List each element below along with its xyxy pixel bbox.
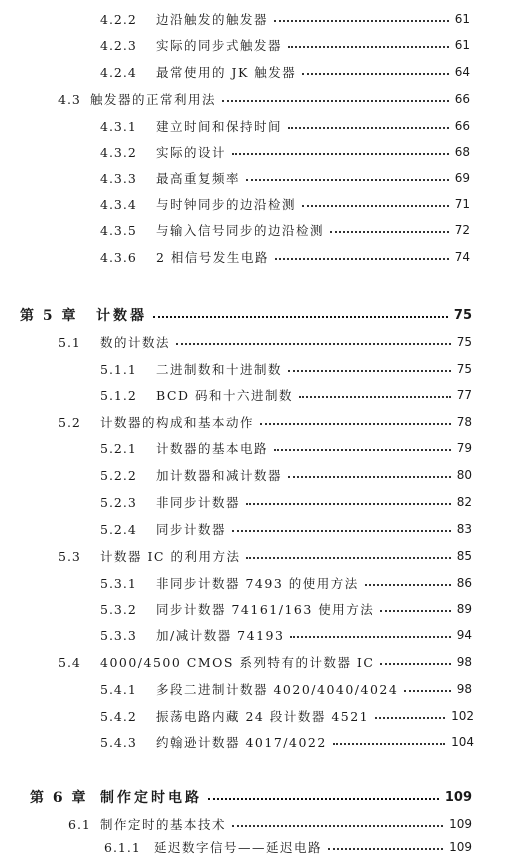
page-number: 98	[456, 655, 472, 669]
page-number: 66	[454, 92, 470, 106]
page-number: 78	[456, 415, 472, 429]
dot-leader	[274, 12, 449, 26]
toc-entry-5-3-1	[100, 572, 472, 594]
toc-entry-5-2-1	[100, 437, 472, 459]
page-number: 69	[454, 171, 470, 185]
dot-leader	[330, 223, 449, 237]
chapter-number: 第 6 章	[30, 790, 88, 806]
dot-leader	[365, 576, 451, 590]
entry-title: 实际的设计	[156, 145, 227, 160]
toc-entry-4-3-4	[100, 193, 470, 215]
dot-leader	[153, 308, 448, 322]
toc-entry-5-3	[58, 545, 472, 567]
entry-number: 4.3.1	[100, 118, 137, 134]
entry-title: 触发器的正常利用法	[90, 92, 217, 107]
page-number: 66	[454, 119, 470, 133]
toc-entry-5-1	[58, 331, 472, 353]
chapter-title: 计数器	[96, 308, 147, 324]
entry-number: 5.1.1	[100, 361, 137, 377]
toc-entry-5-4-2	[100, 705, 474, 727]
toc-entry-4-3-1	[100, 115, 470, 137]
entry-number: 5.2.2	[100, 467, 137, 483]
dot-leader	[302, 197, 449, 211]
entry-title: 建立时间和保持时间	[156, 119, 283, 134]
entry-number: 5.2	[58, 414, 81, 430]
dot-leader	[333, 735, 445, 749]
chapter-title: 制作定时电路	[100, 790, 202, 806]
entry-title: 二进制数和十进制数	[156, 362, 283, 377]
dot-leader	[246, 495, 451, 509]
dot-leader	[404, 682, 450, 696]
entry-title: 延迟数字信号——延迟电路	[154, 840, 323, 855]
entry-title: 数的计数法	[100, 335, 171, 350]
entry-title: 同步计数器 74161/163 使用方法	[156, 602, 375, 617]
page-number: 85	[456, 549, 472, 563]
entry-title: 最高重复频率	[156, 171, 241, 186]
toc-entry-5-2-4	[100, 518, 472, 540]
dot-leader	[288, 119, 449, 133]
entry-title: 振荡电路内藏 24 段计数器 4521	[156, 709, 370, 724]
entry-number: 5.3	[58, 548, 81, 564]
entry-number: 5.3.3	[100, 627, 137, 643]
entry-number: 5.2.3	[100, 494, 137, 510]
entry-number: 6.1	[68, 816, 91, 832]
entry-number: 4.3	[58, 91, 81, 107]
entry-number: 5.3.1	[100, 575, 137, 591]
page-number: 109	[449, 817, 472, 831]
toc-entry-4-3-3	[100, 167, 470, 189]
page-number: 77	[456, 388, 472, 402]
page-number: 68	[454, 145, 470, 159]
entry-title: 实际的同步式触发器	[156, 38, 283, 53]
toc-entry-6-1	[68, 813, 472, 835]
entry-title: 4000/4500 CMOS 系列特有的计数器 IC	[100, 655, 375, 670]
entry-title: 非同步计数器 7493 的使用方法	[156, 576, 359, 591]
entry-number: 4.2.4	[100, 64, 137, 80]
toc-entry-4-2-4	[100, 61, 470, 83]
dot-leader	[328, 840, 443, 854]
page-number: 75	[456, 362, 472, 376]
dot-leader	[288, 362, 451, 376]
entry-title: BCD 码和十六进制数	[156, 388, 293, 403]
toc-entry-4-3-6	[100, 246, 470, 268]
entry-title: 2 相信号发生电路	[156, 250, 269, 265]
dot-leader	[222, 92, 449, 106]
entry-number: 4.3.3	[100, 170, 137, 186]
toc-chapter-6	[30, 784, 472, 810]
toc-chapter-5	[20, 302, 472, 328]
page-number: 86	[456, 576, 472, 590]
entry-number: 4.3.4	[100, 196, 137, 212]
dot-leader	[288, 38, 449, 52]
dot-leader	[208, 790, 439, 804]
toc-entry-4-3	[58, 88, 470, 110]
dot-leader	[275, 250, 449, 264]
dot-leader	[232, 522, 451, 536]
page-number: 89	[456, 602, 472, 616]
page-number: 94	[456, 628, 472, 642]
entry-title: 非同步计数器	[156, 495, 241, 510]
page-number: 102	[451, 709, 474, 723]
toc-entry-5-1-1	[100, 358, 472, 380]
dot-leader	[274, 441, 451, 455]
page-number: 104	[451, 735, 474, 749]
dot-leader	[232, 817, 443, 831]
entry-title: 多段二进制计数器 4020/4040/4024	[156, 682, 399, 697]
dot-leader	[299, 388, 451, 402]
toc-entry-5-4	[58, 651, 472, 673]
toc-entry-5-2-2	[100, 464, 472, 486]
entry-title: 约翰逊计数器 4017/4022	[156, 735, 327, 750]
page-number: 109	[444, 789, 472, 805]
page-number: 82	[456, 495, 472, 509]
entry-title: 加计数器和减计数器	[156, 468, 283, 483]
page-number: 72	[454, 223, 470, 237]
dot-leader	[176, 335, 451, 349]
toc-entry-5-4-3	[100, 731, 474, 753]
entry-title: 制作定时的基本技术	[100, 817, 227, 832]
page-number: 71	[454, 197, 470, 211]
dot-leader	[246, 171, 449, 185]
dot-leader	[288, 468, 451, 482]
entry-number: 4.2.3	[100, 37, 137, 53]
entry-number: 5.4.2	[100, 708, 137, 724]
entry-title: 计数器的构成和基本动作	[100, 415, 255, 430]
dot-leader	[232, 145, 449, 159]
entry-number: 5.1	[58, 334, 81, 350]
page-number: 61	[454, 12, 470, 26]
entry-number: 4.3.5	[100, 222, 137, 238]
toc-entry-6-1-1	[104, 836, 472, 858]
page-number: 75	[456, 335, 472, 349]
chapter-number: 第 5 章	[20, 308, 78, 324]
entry-title: 边沿触发的触发器	[156, 12, 269, 27]
entry-title: 与时钟同步的边沿检测	[156, 197, 297, 212]
entry-number: 5.1.2	[100, 387, 137, 403]
page-number: 80	[456, 468, 472, 482]
toc-entry-5-1-2	[100, 384, 472, 406]
entry-number: 5.4	[58, 654, 81, 670]
entry-title: 同步计数器	[156, 522, 227, 537]
toc-entry-4-3-5	[100, 219, 470, 241]
toc-entry-5-2	[58, 411, 472, 433]
page-number: 61	[454, 38, 470, 52]
entry-number: 5.4.3	[100, 734, 137, 750]
dot-leader	[290, 628, 450, 642]
page-number: 64	[454, 65, 470, 79]
entry-number: 5.2.4	[100, 521, 137, 537]
entry-number: 4.3.2	[100, 144, 137, 160]
entry-number: 4.2.2	[100, 11, 137, 27]
toc-entry-5-2-3	[100, 491, 472, 513]
page-number: 98	[456, 682, 472, 696]
page-number: 79	[456, 441, 472, 455]
entry-title: 计数器的基本电路	[156, 441, 269, 456]
page-number: 83	[456, 522, 472, 536]
entry-title: 最常使用的 JK 触发器	[156, 65, 297, 80]
toc-entry-4-2-2	[100, 8, 470, 30]
page-number: 74	[454, 250, 470, 264]
entry-number: 5.3.2	[100, 601, 137, 617]
entry-title: 与输入信号同步的边沿检测	[156, 223, 325, 238]
dot-leader	[375, 709, 445, 723]
toc-entry-5-4-1	[100, 678, 472, 700]
dot-leader	[380, 655, 450, 669]
entry-number: 6.1.1	[104, 839, 141, 855]
toc-entry-4-3-2	[100, 141, 470, 163]
entry-title: 加/减计数器 74193	[156, 628, 285, 643]
dot-leader	[380, 602, 450, 616]
toc-entry-5-3-2	[100, 598, 472, 620]
page-number: 75	[453, 307, 472, 323]
page-number: 109	[449, 840, 472, 854]
entry-number: 5.2.1	[100, 440, 137, 456]
dot-leader	[246, 549, 450, 563]
entry-number: 5.4.1	[100, 681, 137, 697]
dot-leader	[260, 415, 451, 429]
toc-entry-4-2-3	[100, 34, 470, 56]
toc-entry-5-3-3	[100, 624, 472, 646]
entry-number: 4.3.6	[100, 249, 137, 265]
dot-leader	[302, 65, 448, 79]
entry-title: 计数器 IC 的利用方法	[100, 549, 241, 564]
